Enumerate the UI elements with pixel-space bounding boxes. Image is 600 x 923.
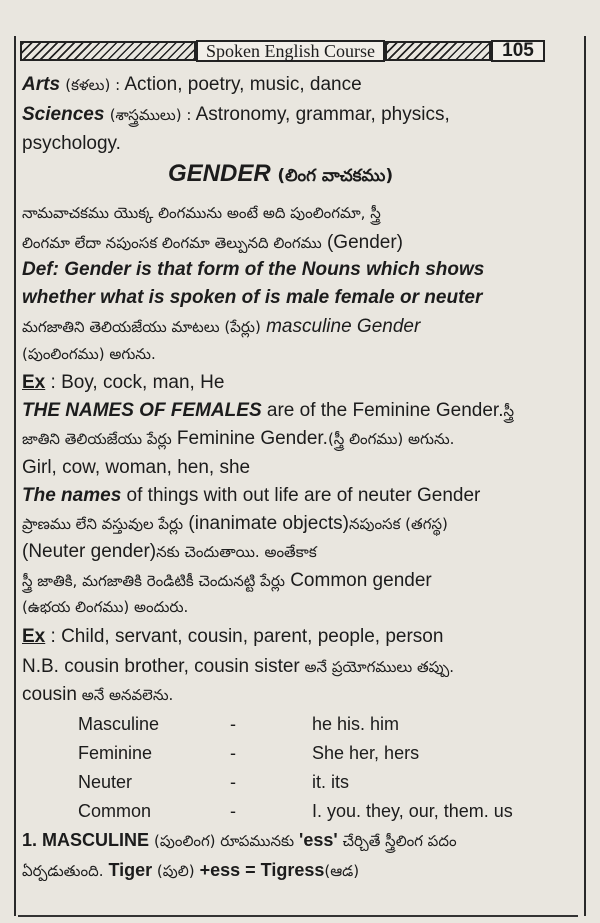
sciences-line <box>22 104 450 128</box>
table-words: it. its <box>312 772 350 792</box>
masculine-telugu3: ఏర్పడుతుంది. <box>22 862 104 880</box>
cousin-telugu: అనే అనవలెను. <box>76 686 174 704</box>
common-english: Common gender <box>284 570 432 591</box>
masc-line1 <box>22 316 420 340</box>
tigress-telugu: (ఆడ) <box>324 862 360 880</box>
masculine-rule-line2 <box>22 860 359 884</box>
table-dash: - <box>230 801 236 821</box>
feminine2-telugu: జాతిని తెలియజేయు పేర్లు <box>22 430 172 448</box>
feminine-text: are of the Feminine Gender. <box>261 400 504 421</box>
table-words: She her, hers <box>312 743 420 763</box>
feminine-line2 <box>22 428 454 452</box>
table-gender: Masculine <box>78 714 160 734</box>
nb-telugu: అనే ప్రయోగములు తప్పు. <box>299 658 454 676</box>
header-hatch-left <box>20 41 196 61</box>
definition-line1: Def: Gender is that form of the Nouns which shows <box>22 259 485 280</box>
table-dash: - <box>230 743 236 763</box>
neuter-line3 <box>22 541 317 565</box>
neuter-line2 <box>22 513 448 537</box>
example1-label: Ex <box>22 372 46 393</box>
common-line1 <box>22 570 432 594</box>
masc-line2: (పుంలింగము) అగును. <box>22 345 156 363</box>
masculine-telugu2: చేర్చితే స్త్రీలింగ పదం <box>342 832 457 850</box>
tiger-word: Tiger <box>103 860 153 880</box>
neuter-heading: The names <box>22 485 122 506</box>
para1-line2 <box>22 232 403 256</box>
example1-line <box>22 372 224 394</box>
feminine-line1 <box>22 400 514 424</box>
feminine2-english: Feminine Gender. <box>171 428 328 449</box>
table-words: I. you. they, our, them. us <box>312 801 513 821</box>
neuter3-english: (Neuter gender) <box>22 541 157 562</box>
example2-line <box>22 626 443 648</box>
masc-telugu: మగజాతిని తెలియజేయు మాటలు (పేర్లు) <box>22 318 261 336</box>
neuter3-telugu: నకు చెందుతాయి. అంతేకాక <box>156 543 317 561</box>
common-line2: (ఉభయ లింగము) అందురు. <box>22 598 189 616</box>
sciences-heading: Sciences <box>22 104 105 125</box>
neuter2-english: (inanimate objects) <box>183 513 349 534</box>
sciences-continued: psychology. <box>22 133 121 154</box>
table-gender: Neuter <box>78 772 133 792</box>
feminine-examples: Girl, cow, woman, hen, she <box>22 457 251 478</box>
arts-line <box>22 74 362 98</box>
para1-gender: (Gender) <box>321 232 404 253</box>
neuter2-telugu: ప్రాణము లేని వస్తువుల పేర్లు <box>22 515 184 533</box>
section-title <box>168 160 393 190</box>
header-hatch-right <box>385 41 491 61</box>
sciences-text: Astronomy, grammar, physics, <box>191 104 450 125</box>
common-telugu: స్త్రీ జాతికి, మగజాతికి రెండిటికీ చెందునట్టి పేర్లు <box>22 572 285 590</box>
table-gender: Feminine <box>78 743 153 763</box>
table-dash: - <box>230 714 236 734</box>
masculine-telugu1: (పుంలింగ) రూపమునకు <box>154 832 295 850</box>
nb-line <box>22 656 454 680</box>
para1-line1: నామవాచకము యొక్క లింగమును అంటే అది పుంలింగమా, స్త్రీ <box>22 204 381 222</box>
example1-text: : Boy, cock, man, He <box>45 372 225 393</box>
cousin-line <box>22 684 173 708</box>
masculine-heading: 1. MASCULINE <box>22 830 150 850</box>
title-english: GENDER <box>168 160 271 187</box>
masc-english: masculine Gender <box>260 316 421 337</box>
feminine-telugu-end: స్త్రీ <box>503 402 515 420</box>
arts-text: Action, poetry, music, dance <box>120 74 362 95</box>
example2-text: : Child, servant, cousin, parent, people, person <box>45 626 444 647</box>
tiger-telugu: (పులి) <box>152 862 195 880</box>
arts-telugu: (కళలు) : <box>65 76 121 94</box>
tigress-formula: +ess = Tigress <box>194 860 325 880</box>
masculine-rule-line1 <box>22 830 457 854</box>
feminine-heading: THE NAMES OF FEMALES <box>22 400 262 421</box>
para1-telugu: లింగమా లేదా నపుంసక లింగమా తెల్పునది లింగము <box>22 234 322 252</box>
header-title: Spoken English Course <box>196 40 385 62</box>
page-header <box>20 40 580 62</box>
title-telugu: (లింగ వాచకము) <box>277 166 394 186</box>
table-words: he his. him <box>312 714 400 734</box>
cousin-word: cousin <box>22 684 77 705</box>
feminine2-telugu-end: (స్త్రీ లింగము) అగును. <box>327 430 455 448</box>
neuter2-telugu-end: నపుంసక (తగస్థ) <box>348 515 448 533</box>
neuter-line1 <box>22 485 480 507</box>
nb-text: N.B. cousin brother, <box>22 656 195 677</box>
table-gender: Common <box>78 801 152 821</box>
neuter-text: of things with out life are of neuter Gender <box>121 485 481 506</box>
example2-label: Ex <box>22 626 46 647</box>
bottom-rule <box>18 915 578 917</box>
table-dash: - <box>230 772 236 792</box>
ess-suffix: 'ess' <box>294 830 343 850</box>
arts-heading: Arts <box>22 74 61 95</box>
definition-line2: whether what is spoken of is male female or neuter <box>22 287 483 308</box>
nb-cousin-sister: cousin sister <box>194 656 300 677</box>
sciences-telugu: (శాస్త్రములు) : <box>109 106 192 124</box>
page-number: 105 <box>491 40 545 62</box>
